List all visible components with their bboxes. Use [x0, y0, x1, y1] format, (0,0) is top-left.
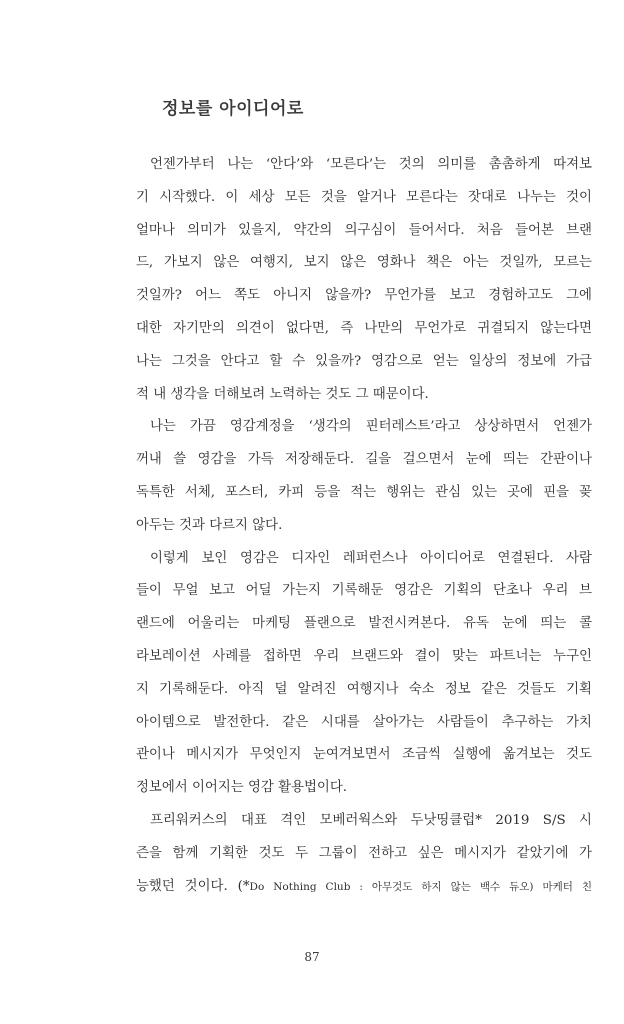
text-line: 얼마나 의미가 있을지, 약간의 의구심이 들어서다. 처음 들어본 브랜 — [136, 222, 592, 238]
text-line: 기 시작했다. 이 세상 모든 것을 알거나 모른다는 잣대로 나누는 것이 — [136, 189, 592, 205]
text-line: 대한 자기만의 의견이 없다면, 즉 나만의 무언가로 귀결되지 않는다면 — [136, 320, 592, 336]
text-line: 언젠가부터 나는 ‘안다’와 ‘모른다’는 것의 의미를 촘촘하게 따져보 — [150, 157, 592, 172]
footnote-text: Do Nothing Club : 아무것도 하지 않는 백수 듀오) 마케터 친 — [249, 880, 592, 893]
text-line: 지 기록해둔다. 아직 덜 알려진 여행지나 숙소 정보 같은 것들도 기획 — [136, 681, 592, 697]
text-line: 아이템으로 발전한다. 같은 시대를 살아가는 사람들이 추구하는 가치 — [136, 714, 592, 730]
text-line: 관이나 메시지가 무엇인지 눈여겨보면서 조금씩 실행에 옮겨보는 것도 — [136, 747, 592, 763]
text-line: 라보레이션 사례를 접하면 우리 브랜드와 결이 맞는 파트너는 누구인 — [136, 648, 592, 664]
text-line: 나는 그것을 안다고 할 수 있을까? 영감으로 얻는 일상의 정보에 가급 — [136, 353, 592, 369]
text-line: 즌을 함께 기획한 것도 두 그룹이 전하고 싶은 메시지가 같았기에 가 — [136, 845, 592, 861]
body-text — [136, 149, 592, 903]
text-line: 랜드에 어울리는 마케팅 플랜으로 발전시켜본다. 유독 눈에 띄는 콜 — [136, 616, 592, 632]
text-line: 나는 가끔 영감계정을 ‘생각의 핀터레스트’라고 상상하면서 언젠가 — [150, 419, 592, 435]
text-line: 정보에서 이어지는 영감 활용법이다. — [136, 780, 348, 796]
text-line: 프리워커스의 대표 격인 모베러웍스와 두낫띵클럽* 2019 S/S 시 — [150, 812, 592, 828]
text-line: 드, 가보지 않은 여행지, 보지 않은 영화나 책은 아는 것일까, 모르는 — [136, 255, 592, 271]
text-line: 아두는 것과 다르지 않다. — [136, 517, 283, 533]
text-line — [136, 871, 592, 904]
section-heading: 정보를 아이디어로 — [162, 99, 304, 119]
text-line: 것일까? 어느 쪽도 아니지 않을까? 무언가를 보고 경험하고도 그에 — [136, 288, 592, 304]
text-line: 독특한 서체, 포스터, 카피 등을 적는 행위는 관심 있는 곳에 핀을 꽂 — [136, 484, 592, 500]
text-segment: 능했던 것이다. (* — [136, 878, 250, 894]
text-line: 꺼내 쓸 영감을 가득 저장해둔다. 길을 걸으면서 눈에 띄는 간판이나 — [136, 452, 592, 468]
page-number: 87 — [304, 950, 320, 964]
text-line: 적 내 생각을 더해보려 노력하는 것도 그 때문이다. — [136, 386, 429, 402]
text-line: 들이 무얼 보고 어딜 가는지 기록해둔 영감은 기획의 단초나 우리 브 — [136, 583, 592, 599]
text-line: 이렇게 보인 영감은 디자인 레퍼런스나 아이디어로 연결된다. 사람 — [150, 550, 592, 566]
